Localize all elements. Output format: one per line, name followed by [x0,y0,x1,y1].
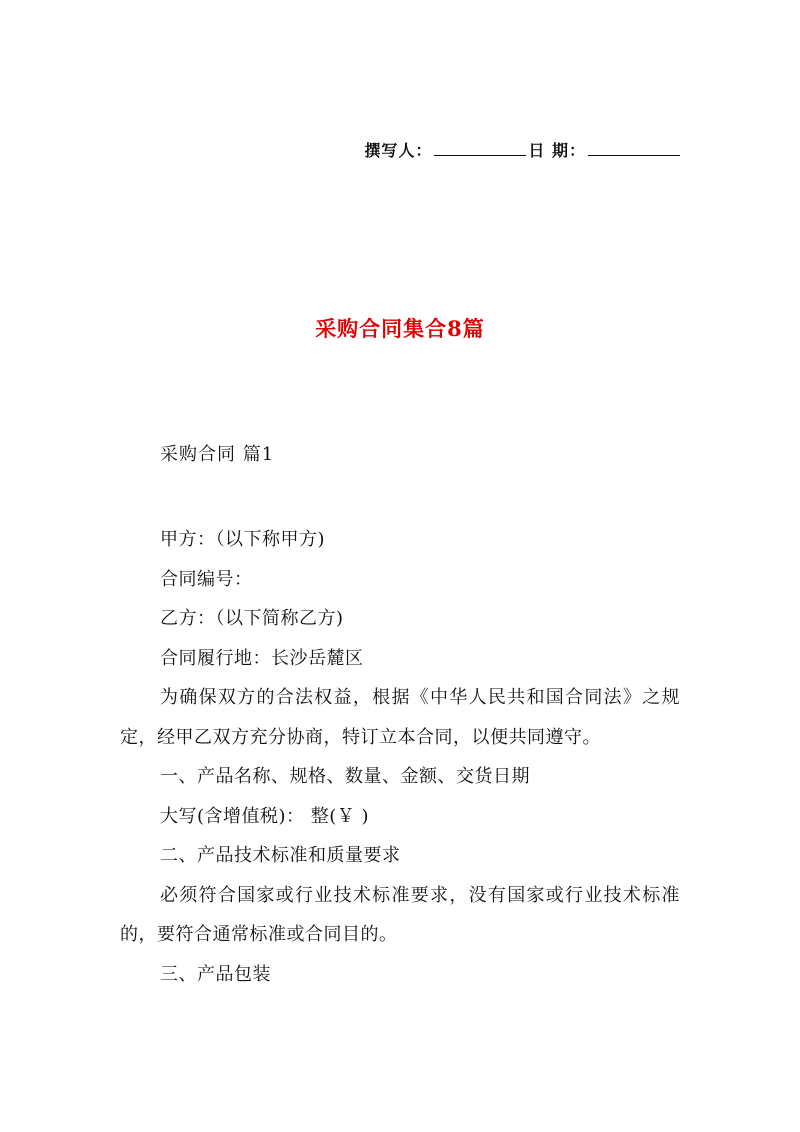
paragraph-party-a: 甲方：（以下称甲方) [160,529,326,550]
clause-1-heading: 一、产品名称、规格、数量、金额、交货日期 [160,766,530,787]
author-label: 撰写人： [364,141,433,160]
document-title: 采购合同集合8篇 [315,316,485,341]
contract-body [120,520,680,994]
author-blank [434,141,526,156]
clause-3-heading: 三、产品包装 [160,963,271,985]
paragraph-contract-number: 合同编号： [160,568,253,590]
paragraph-amount: 大写(含增值税)： 整(￥ ) [160,805,370,827]
section-title: 采购合同 篇1 [160,444,275,465]
paragraph-purpose: 为确保双方的合法权益，根据《中华人民共和国合同法》之规定，经甲乙双方充分协商，特订立本合同，以便共同遵守。 [120,687,680,748]
paragraph-standards: 必须符合国家或行业技术标准要求，没有国家或行业技术标准的，要符合通常标准或合同目的。 [120,884,680,945]
date-label: 日 期： [528,141,586,160]
paragraph-place: 合同履行地：长沙岳麓区 [160,647,364,669]
author-date-line [364,138,682,161]
paragraph-party-b: 乙方：（以下简称乙方) [160,608,344,629]
clause-2-heading: 二、产品技术标准和质量要求 [160,845,401,866]
date-blank [588,141,680,156]
